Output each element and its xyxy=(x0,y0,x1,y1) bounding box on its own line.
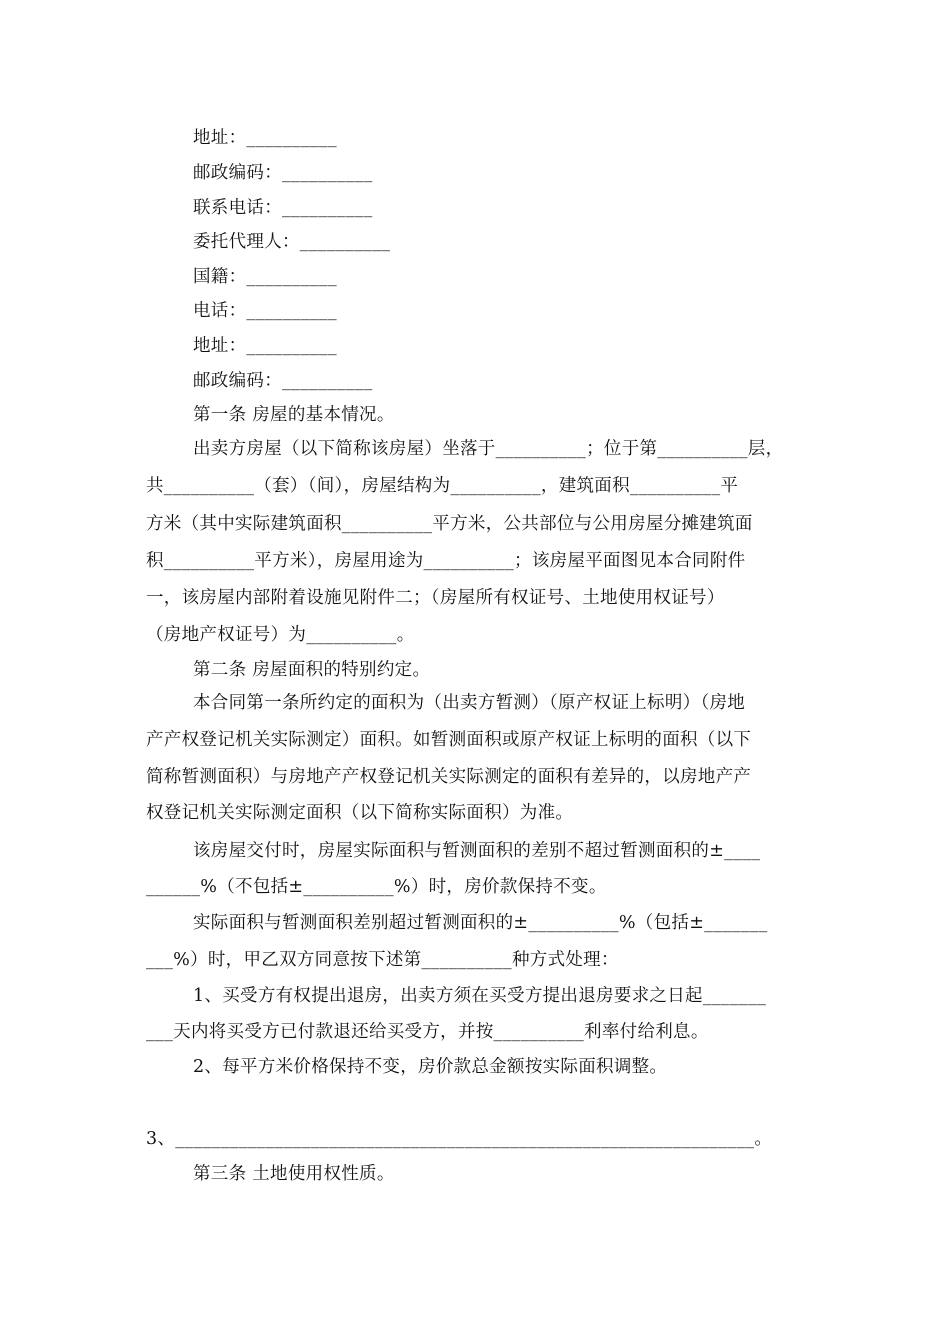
paragraph-line: 积__________平方米），房屋用途为__________；该房屋平面图见本合同附件 xyxy=(146,551,746,571)
postcode-field-2: 邮政编码：__________ xyxy=(193,371,373,391)
phone-field: 联系电话：__________ xyxy=(193,198,373,218)
paragraph-line: 权登记机关实际测定面积（以下简称实际面积）为准。 xyxy=(146,803,574,823)
address-field: 地址：__________ xyxy=(193,128,337,148)
paragraph-line: ___%）时，甲乙双方同意按下述第__________种方式处理： xyxy=(146,950,619,970)
paragraph-line: 该房屋交付时，房屋实际面积与暂测面积的差别不超过暂测面积的±____ xyxy=(193,841,761,861)
paragraph-line: ______%（不包括±__________%）时，房价款保持不变。 xyxy=(146,877,607,897)
article-2-heading: 第二条 房屋面积的特别约定。 xyxy=(193,660,431,680)
paragraph-line: 产产权登记机关实际测定）面积。如暂测面积或原产权证上标明的面积（以下 xyxy=(146,730,752,750)
agent-field: 委托代理人：__________ xyxy=(193,232,391,252)
article-1-heading: 第一条 房屋的基本情况。 xyxy=(193,405,395,425)
paragraph-line: 出卖方房屋（以下简称该房屋）坐落于__________；位于第__________层， xyxy=(193,439,784,459)
option-1-continued: ___天内将买受方已付款退还给买受方，并按__________利率付给利息。 xyxy=(146,1022,709,1042)
article-3-heading: 第三条 土地使用权性质。 xyxy=(193,1164,395,1184)
paragraph-line: 方米（其中实际建筑面积__________平方米，公共部位与公用房屋分摊建筑面 xyxy=(146,514,753,534)
paragraph-line: 本合同第一条所约定的面积为（出卖方暂测）（原产权证上标明）（房地 xyxy=(193,693,746,713)
paragraph-line: （房地产权证号）为__________。 xyxy=(146,625,415,645)
postcode-field: 邮政编码：__________ xyxy=(193,163,373,183)
option-2: 2、每平方米价格保持不变，房价款总金额按实际面积调整。 xyxy=(193,1057,668,1077)
option-1: 1、买受方有权提出退房，出卖方须在买受方提出退房要求之日起_______ xyxy=(193,986,767,1006)
option-3: 3、________________________________________________________________。 xyxy=(146,1129,773,1149)
paragraph-line: 一，该房屋内部附着设施见附件二；（房屋所有权证号、土地使用权证号） xyxy=(146,588,725,608)
nationality-field: 国籍：__________ xyxy=(193,267,337,287)
telephone-field: 电话：__________ xyxy=(193,301,337,321)
paragraph-line: 实际面积与暂测面积差别超过暂测面积的±__________%（包括±_______ xyxy=(193,913,768,933)
address-field-2: 地址：__________ xyxy=(193,336,337,356)
paragraph-line: 共__________（套）（间），房屋结构为__________，建筑面积__________平 xyxy=(146,476,739,496)
paragraph-line: 简称暂测面积）与房地产产权登记机关实际测定的面积有差异的，以房地产产 xyxy=(146,767,752,787)
